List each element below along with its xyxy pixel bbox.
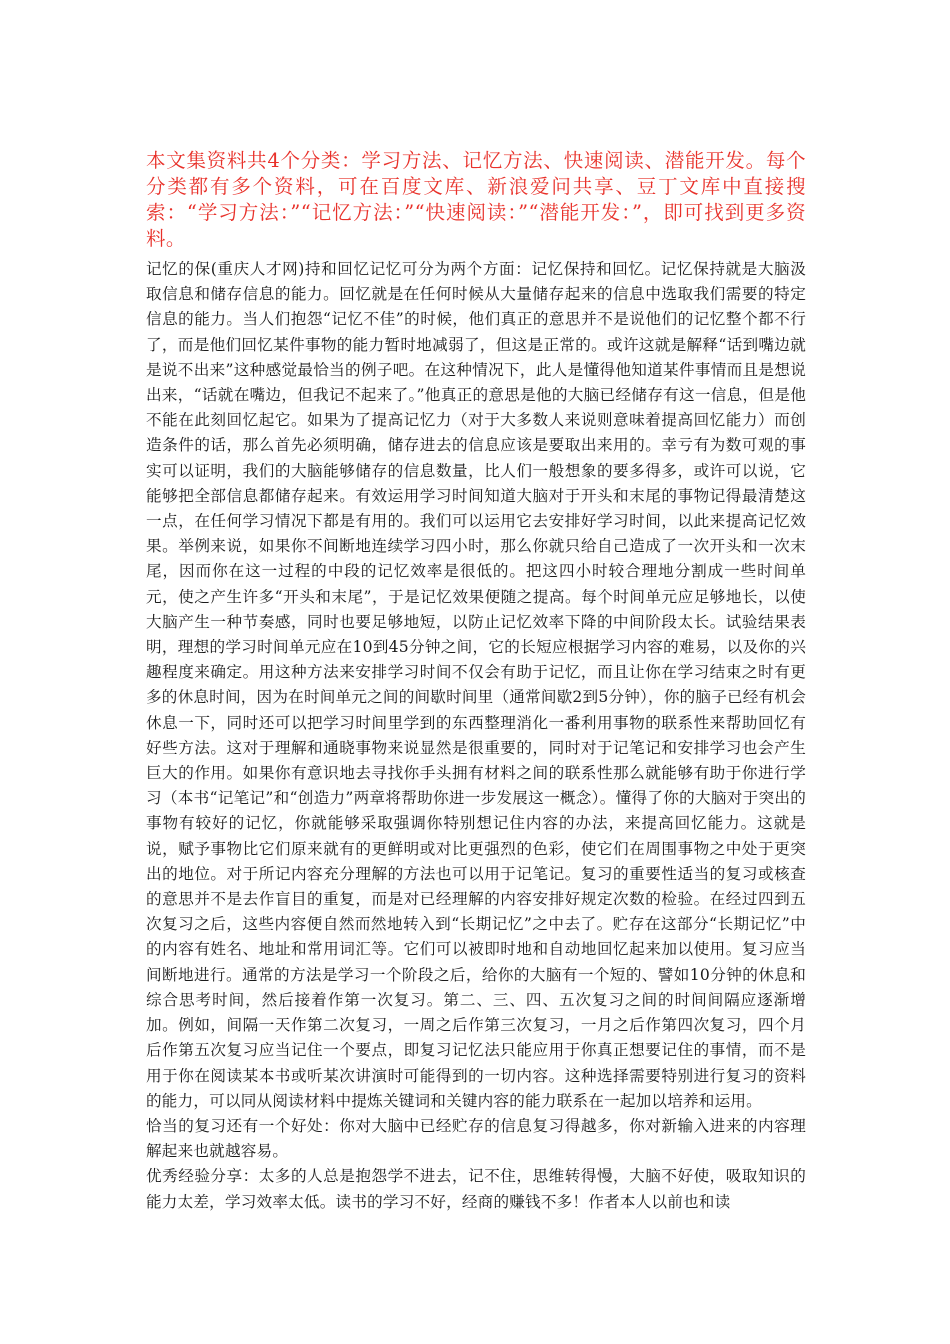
document-page	[146, 148, 806, 1215]
intro-notice: 本文集资料共4个分类：学习方法、记忆方法、快速阅读、潜能开发。每个分类都有多个资料，可在百度文库、新浪爱问共享、豆丁文库中直接搜索：“学习方法：”“记忆方法：”“快速阅读：”“潜能开发：”，即可找到更多资料。	[146, 149, 806, 250]
body-paragraph-experience: 优秀经验分享：太多的人总是抱怨学不进去，记不住，思维转得慢，大脑不好使，吸取知识的能力太差，学习效率太低。读书的学习不好，经商的赚钱不多！作者本人以前也和读	[146, 1167, 806, 1211]
body-paragraph-review: 恰当的复习还有一个好处：你对大脑中已经贮存的信息复习得越多，你对新输入进来的内容理解起来也就越容易。	[146, 1116, 806, 1161]
body-paragraph-memory: 记忆的保(重庆人才网)持和回忆记忆可分为两个方面：记忆保持和回忆。记忆保持就是大脑汲取信息和储存信息的能力。回忆就是在任何时候从大量储存起来的信息中选取我们需要的特定信息的能力。当人们抱怨“记忆不佳”的时候，他们真正的意思并不是说他们的记忆整个都不行了，而是他们回忆某件事物的能力暂时地减弱了，但这是正常的。或许这就是解释“话到嘴边就是说不出来”这种感觉最恰当的例子吧。在这种情况下，此人是懂得他知道某件事情而且是想说出来，“话就在嘴边，但我记不起来了。”他真正的意思是他的大脑已经储存有这一信息，但是他不能在此刻回忆起它。如果为了提高记忆力（对于大多数人来说则意味着提高回忆能力）而创造条件的话，那么首先必须明确，储存进去的信息应该是要取出来用的。幸亏有为数可观的事实可以证明，我们的大脑能够储存的信息数量，比人们一般想象的要多得多，或许可以说，它能够把全部信息都储存起来。有效运用学习时间知道大脑对于开头和末尾的事物记得最清楚这一点，在任何学习情况下都是有用的。我们可以运用它去安排好学习时间，以此来提高记忆效果。举例来说，如果你不间断地连续学习四小时，那么你就只给自己造成了一次开头和一次末尾，因而你在这一过程的中段的记忆效率是很低的。把这四小时较合理地分割成一些时间单元，使之产生许多“开头和末尾”，于是记忆效果便随之提高。每个时间单元应足够地长，以使大脑产生一种节奏感，同时也要足够地短，以防止记忆效率下降的中间阶段太长。试验结果表明，理想的学习时间单元应在10到45分钟之间，它的长短应根据学习内容的难易，以及你的兴趣程度来确定。用这种方法来安排学习时间不仅会有助于记忆，而且让你在学习结束之时有更多的休息时间，因为在时间单元之间的间歇时间里（通常间歇2到5分钟），你的脑子已经有机会休息一下，同时还可以把学习时间里学到的东西整理消化一番利用事物的联系性来帮助回忆有好些方法。这对于理解和通晓事物来说显然是很重要的，同时对于记笔记和安排学习也会产生巨大的作用。如果你有意识地去寻找你手头拥有材料之间的联系性那么就能够有助于你进行学习（本书“记笔记”和“创造力”两章将帮助你进一步发展这一概念）。懂得了你的大脑对于突出的事物有较好的记忆，你就能够采取强调你特别想记住内容的办法，来提高回忆能力。这就是说，赋予事物比它们原来就有的更鲜明或对比更强烈的色彩，使它们在周围事物之中处于更突出的地位。对于所记内容充分理解的方法也可以用于记笔记。复习的重要性适当的复习或核查的意思并不是去作盲目的重复，而是对已经理解的内容安排好规定次数的检验。在经过四到五次复习之后，这些内容便自然而然地转入到“长期记忆”之中去了。贮存在这部分“长期记忆”中的内容有姓名、地址和常用词汇等。它们可以被即时地和自动地回忆起来加以使用。复习应当间断地进行。通常的方法是学习一个阶段之后，给你的大脑有一个短的、譬如10分钟的休息和综合思考时间，然后接着作第一次复习。第二、三、四、五次复习之间的时间间隔应逐渐增加。例如，间隔一天作第二次复习，一周之后作第三次复习，一月之后作第四次复习，四个月后作第五次复习应当记住一个要点，即复习记忆法只能应用于你真正想要记住的事情，而不是用于你在阅读某本书或听某次讲演时可能得到的一切内容。这种选择需要特别进行复习的资料的能力，可以同从阅读材料中提炼关键词和关键内容的能力联系在一起加以培养和运用。	[146, 260, 806, 1110]
